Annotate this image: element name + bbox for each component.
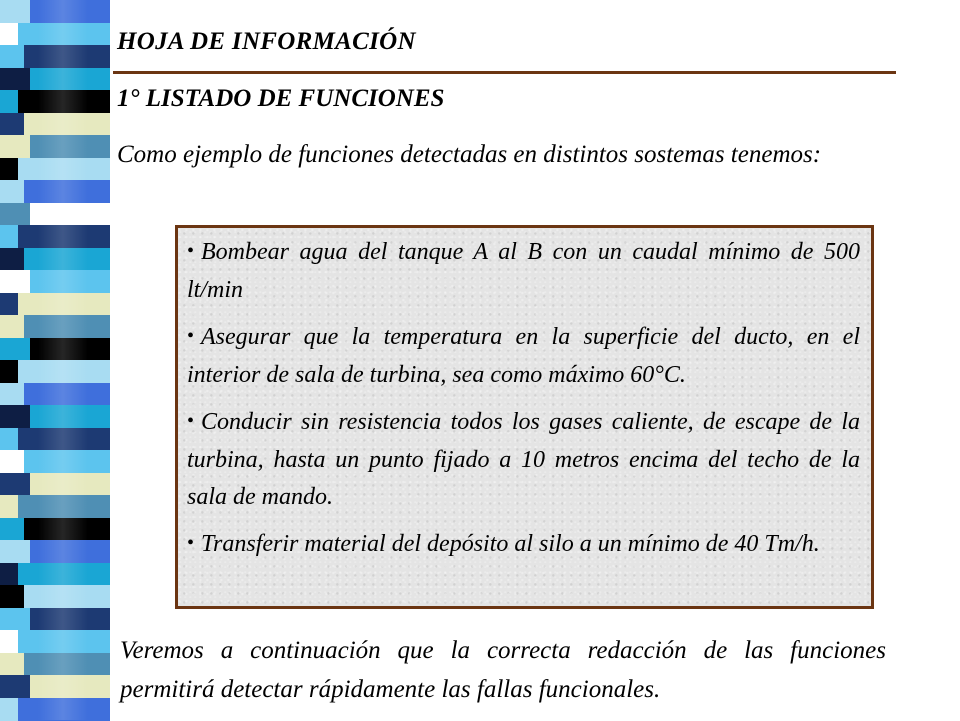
stripe-block — [0, 405, 30, 428]
title-divider — [113, 71, 896, 74]
stripe-block — [0, 203, 30, 226]
stripe-block — [0, 585, 24, 608]
stripe-block — [0, 90, 18, 113]
functions-box — [175, 225, 874, 609]
sheet-title: HOJA DE INFORMACIÓN — [117, 28, 416, 55]
stripe-block — [0, 158, 18, 181]
stripe-block — [0, 113, 24, 136]
stripe-block — [0, 428, 18, 451]
function-item — [187, 404, 860, 516]
function-text: Bombear agua del tanque A al B con un caudal mínimo de 500 lt/min — [187, 239, 860, 303]
stripe-block — [0, 540, 30, 563]
stripe-block — [0, 383, 24, 406]
function-text: Asegurar que la temperatura en la superficie del ducto, en el interior de sala de turbina, sea como máximo 60°C. — [187, 324, 860, 388]
stripe-block — [0, 338, 30, 361]
bullet-icon: • — [187, 325, 195, 347]
decorative-stripe-bar — [0, 0, 110, 720]
intro-text: Como ejemplo de funciones detectadas en distintos sostemas tenemos: — [117, 141, 822, 168]
stripe-block — [0, 653, 24, 676]
stripe-block — [0, 315, 24, 338]
stripe-block — [0, 0, 30, 23]
stripe-block — [0, 135, 30, 158]
stripe-center — [38, 0, 88, 720]
function-text: Transferir material del depósito al silo a un mínimo de 40 Tm/h. — [201, 531, 820, 557]
bullet-icon: • — [187, 240, 195, 262]
stripe-block — [0, 518, 24, 541]
stripe-block — [0, 23, 18, 46]
stripe-block — [0, 473, 30, 496]
stripe-block — [0, 248, 24, 271]
stripe-block — [0, 180, 24, 203]
function-text: Conducir sin resistencia todos los gases caliente, de escape de la turbina, hasta un punto fijado a 10 metros encima del techo de la sala de mando. — [187, 409, 860, 510]
stripe-block — [0, 270, 30, 293]
stripe-block — [0, 608, 30, 631]
stripe-block — [0, 630, 18, 653]
bullet-icon: • — [187, 410, 195, 432]
outro-text: Veremos a continuación que la correcta redacción de las funciones permitirá detectar rápidamente las fallas funcionales. — [120, 637, 886, 703]
stripe-block — [0, 450, 24, 473]
stripe-block — [0, 45, 24, 68]
stripe-block — [0, 360, 18, 383]
bullet-icon: • — [187, 532, 195, 554]
function-item — [187, 319, 860, 394]
function-item — [187, 234, 860, 309]
stripe-block — [0, 563, 18, 586]
stripe-block — [0, 293, 18, 316]
stripe-block — [0, 495, 18, 518]
function-item — [187, 526, 860, 564]
stripe-block — [0, 225, 18, 248]
stripe-block — [0, 698, 18, 721]
stripe-block — [0, 675, 30, 698]
stripe-block — [0, 68, 30, 91]
section-title: 1° LISTADO DE FUNCIONES — [117, 85, 445, 112]
